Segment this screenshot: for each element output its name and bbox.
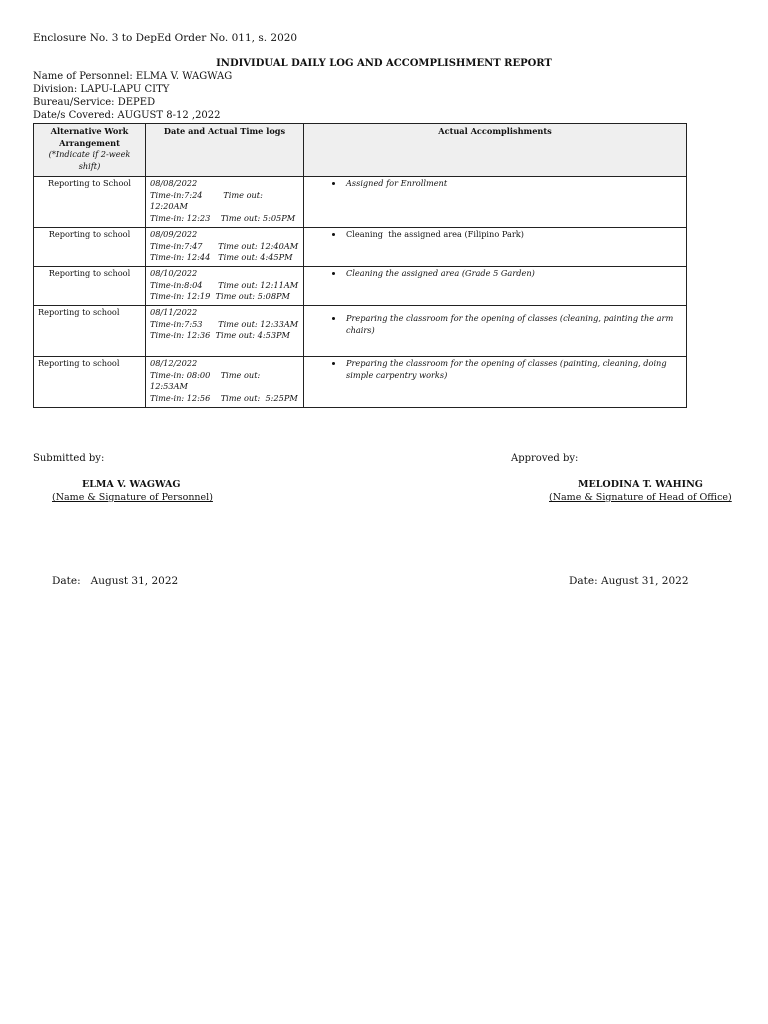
arrangement-cell: Reporting to School (34, 177, 146, 228)
log-line: Time-in: 12:19 Time out: 5:08PM (150, 291, 290, 301)
accomplishment-item: • Assigned for Enrollment (344, 178, 682, 190)
log-line: Time-in:7:47 Time out: 12:40AM (150, 240, 299, 251)
table-row (34, 177, 687, 228)
division: Division: LAPU-LAPU CITY (33, 84, 170, 95)
time-log-cell (146, 267, 304, 306)
accomplishment-item: • Preparing the classroom for the opening of classes (cleaning, painting the arm chairs) (344, 307, 682, 336)
accomplishment-item: • Cleaning the assigned area (Filipino Park) (344, 229, 682, 241)
submitted-by-name: ELMA V. WAGWAG (82, 479, 181, 490)
approved-by-label: Approved by: (511, 453, 579, 464)
personnel-name: Name of Personnel: ELMA V. WAGWAG (33, 71, 233, 82)
accomplishment-cell (304, 228, 687, 267)
bureau-service: Bureau/Service: DEPED (33, 97, 156, 108)
approved-by-caption: (Name & Signature of Head of Office) (549, 492, 732, 503)
arrangement-cell: Reporting to school (34, 306, 146, 357)
table-row (34, 306, 687, 357)
log-line: 12:53AM (150, 381, 188, 391)
header-work-arrangement (34, 124, 146, 177)
log-line: Time-in: 12:44 Time out: 4:45PM (150, 252, 293, 262)
document-title: INDIVIDUAL DAILY LOG AND ACCOMPLISHMENT REPORT (216, 58, 552, 69)
table-row (34, 357, 687, 408)
accomplishment-cell (304, 306, 687, 357)
log-date: 08/12/2022 (150, 358, 198, 368)
arrangement-cell: Reporting to school (34, 228, 146, 267)
log-line: Time-in: 12:36 Time out: 4:53PM (150, 330, 290, 340)
header-accomplishments: Actual Accomplishments (304, 124, 687, 177)
header-shift-note: (*Indicate if 2-week shift) (48, 149, 131, 171)
log-line: 12:20AM (150, 201, 188, 211)
approved-by-name: MELODINA T. WAHING (578, 479, 703, 490)
time-log-cell (146, 177, 304, 228)
log-date: 08/08/2022 (150, 178, 198, 188)
table-row (34, 267, 687, 306)
log-line: Time-in: 08:00 Time out: (150, 369, 261, 380)
table-header-row (34, 124, 687, 177)
accomplishment-item: • Preparing the classroom for the opening of classes (painting, cleaning, doing simple carpentry works) (344, 358, 682, 381)
accomplishment-cell (304, 267, 687, 306)
accomplishment-cell (304, 177, 687, 228)
header-work-arrangement-label: Alternative Work Arrangement (50, 126, 129, 148)
submitted-by-label: Submitted by: (33, 453, 105, 464)
log-line: Time-in:7:53 Time out: 12:33AM (150, 318, 299, 329)
log-date: 08/11/2022 (150, 307, 198, 317)
time-log-cell (146, 306, 304, 357)
log-date: 08/09/2022 (150, 229, 198, 239)
accomplishment-cell (304, 357, 687, 408)
submitted-date: Date: August 31, 2022 (52, 575, 179, 587)
submitted-by-caption: (Name & Signature of Personnel) (52, 492, 213, 503)
enclosure-note: Enclosure No. 3 to DepEd Order No. 011, s. 2020 (33, 32, 298, 44)
header-time-logs: Date and Actual Time logs (146, 124, 304, 177)
log-line: Time-in: 12:56 Time out: 5:25PM (150, 392, 298, 403)
log-line: Time-in:7:24 Time out: (150, 189, 263, 200)
arrangement-cell: Reporting to school (34, 267, 146, 306)
dates-covered: Date/s Covered: AUGUST 8-12 ,2022 (33, 110, 221, 121)
log-table (33, 123, 687, 408)
accomplishment-item: • Cleaning the assigned area (Grade 5 Garden) (344, 268, 682, 280)
approved-date: Date: August 31, 2022 (569, 575, 689, 587)
time-log-cell (146, 357, 304, 408)
arrangement-cell: Reporting to school (34, 357, 146, 408)
log-line: Time-in: 12:23 Time out: 5:05PM (150, 212, 296, 223)
table-row (34, 228, 687, 267)
time-log-cell (146, 228, 304, 267)
log-date: 08/10/2022 (150, 268, 198, 278)
log-line: Time-in:8:04 Time out: 12:11AM (150, 279, 299, 290)
